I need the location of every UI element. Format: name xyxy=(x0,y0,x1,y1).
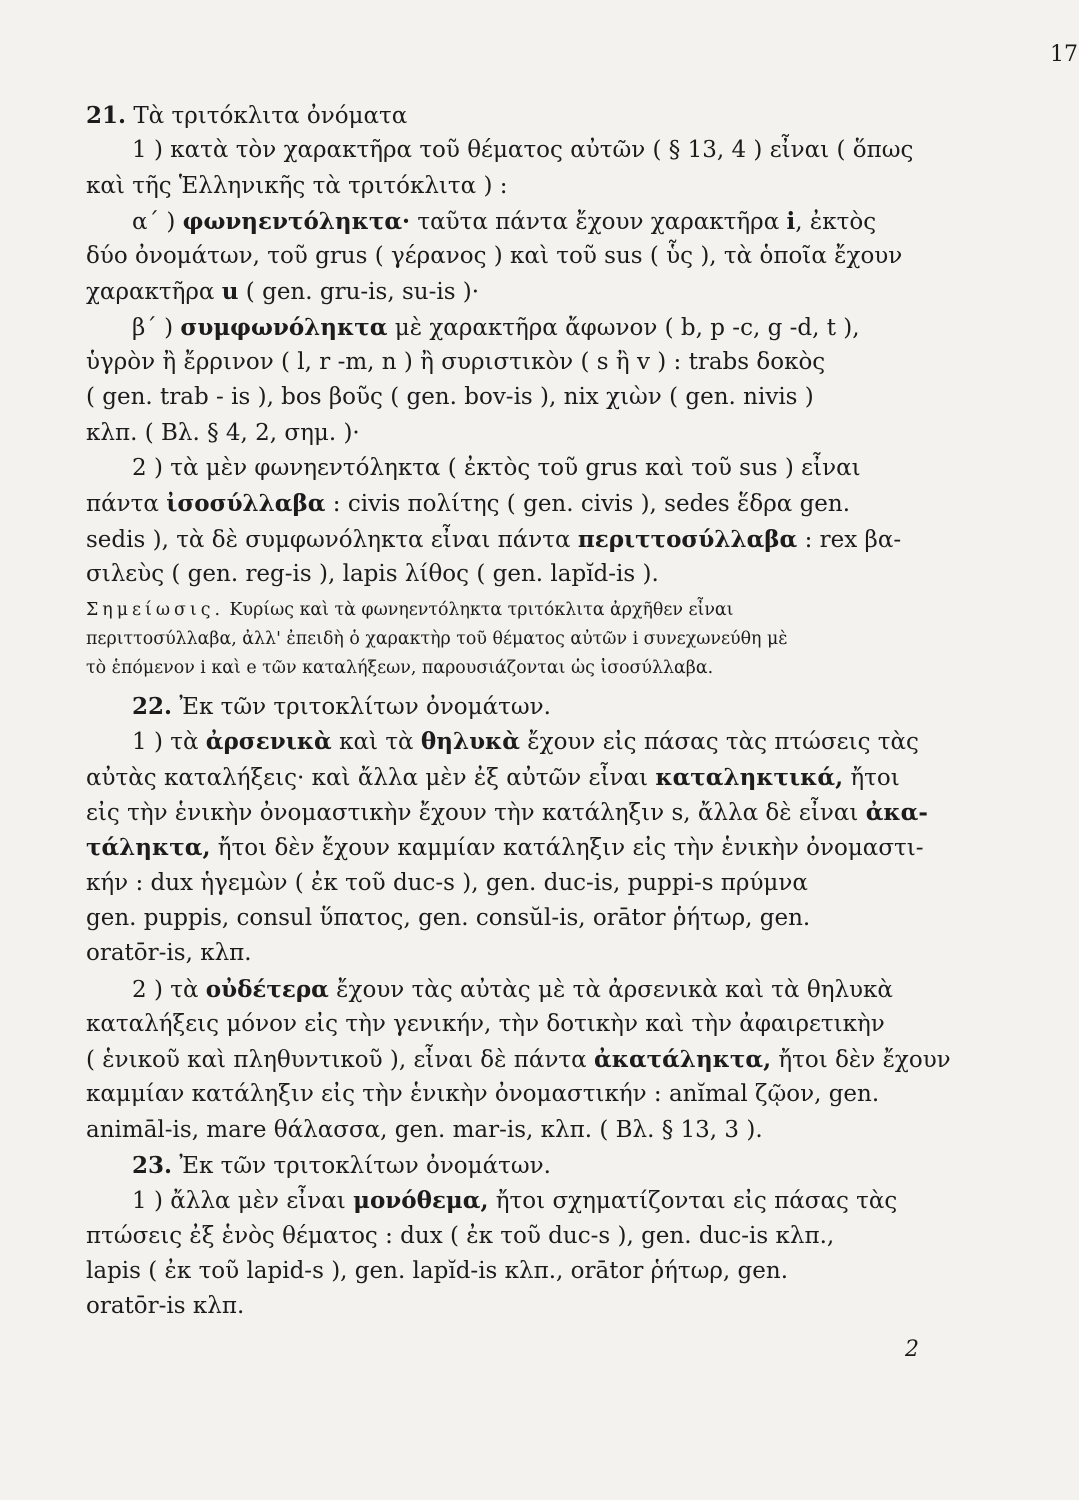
section-title: Ἐκ τῶν τριτοκλίτων ὀνομάτων. xyxy=(172,1153,551,1180)
text-span: ἔχουν εἰς πάσας τὰς πτώσεις τὰς xyxy=(519,729,919,756)
text-line xyxy=(86,274,926,309)
section-23-heading xyxy=(86,1148,926,1183)
text-span: ( gen. gru-is, su-is )· xyxy=(238,279,480,306)
text-span: , ἐκτὸς xyxy=(795,208,877,235)
bold-term: ἀκα- xyxy=(865,799,928,827)
text-span: ταῦτα πάντα ἔχουν χαρακτῆρα xyxy=(410,208,787,235)
text-line: 1 ) κατὰ τὸν χαρακτῆρα τοῦ θέματος αὐτῶν ( § 13, 4 ) εἶναι ( ὅπως xyxy=(132,137,914,164)
text-line: πτώσεις ἐξ ἑνὸς θέματος : dux ( ἐκ τοῦ duc-s ), gen. duc-is κλπ., xyxy=(86,1222,835,1249)
text-span: καὶ τὰ xyxy=(331,729,421,756)
section-22-heading xyxy=(86,689,926,724)
text-line: oratōr-is κλπ. xyxy=(86,1293,245,1320)
text-line xyxy=(86,1183,926,1218)
text-span: : rex βα- xyxy=(797,526,902,553)
text-line: ὑγρὸν ἢ ἔρρινον ( l, r -m, n ) ἢ συριστικὸν ( s ἢ v ) : trabs δοκὸς xyxy=(86,349,826,376)
note-line xyxy=(86,596,926,625)
text-line: κήν : dux ἡγεμὼν ( ἐκ τοῦ duc-s ), gen. duc-is, puppi-s πρύμνα xyxy=(86,869,808,896)
text-span: α΄ ) xyxy=(132,208,183,235)
text-line xyxy=(86,724,926,759)
text-span: χαρακτῆρα xyxy=(86,279,222,306)
bold-term: μονόθεμα, xyxy=(353,1187,489,1215)
text-line: καταλήξεις μόνον εἰς τὴν γενικήν, τὴν δοτικὴν καὶ τὴν ἀφαιρετικὴν xyxy=(86,1010,885,1037)
text-line: δύο ὀνομάτων, τοῦ grus ( γέρανος ) καὶ τοῦ sus ( ὗς ), τὰ ὁποῖα ἔχουν xyxy=(86,243,903,270)
main-text xyxy=(86,98,951,1325)
bold-term: ἰσοσύλλαβα xyxy=(166,490,326,518)
text-line: σιλεὺς ( gen. reg-is ), lapis λίθος ( gen. lapĭd-is ). xyxy=(86,560,659,587)
text-span: Κυρίως καὶ τὰ φωνηεντόληκτα τριτόκλιτα ἀρχῆθεν εἶναι xyxy=(223,600,734,621)
text-span: 1 ) ἄλλα μὲν εἶναι xyxy=(132,1188,354,1215)
bold-term: φωνηεντόληκτα· xyxy=(182,207,411,235)
text-line xyxy=(86,204,926,239)
text-line: gen. puppis, consul ὕπατος, gen. consŭl-is, orātor ῥήτωρ, gen. xyxy=(86,904,811,931)
note-label: Σημείωσις. xyxy=(86,600,224,621)
text-span: ἤτοι xyxy=(843,764,900,791)
text-span: ( ἑνικοῦ καὶ πληθυντικοῦ ), εἶναι δὲ πάντα xyxy=(86,1047,594,1074)
text-span: αὐτὰς καταλήξεις· καὶ ἄλλα μὲν ἐξ αὐτῶν εἶναι xyxy=(86,764,656,791)
section-title: Ἐκ τῶν τριτοκλίτων ὀνομάτων. xyxy=(172,694,551,721)
text-line xyxy=(86,760,926,795)
text-span: ἔχουν τὰς αὐτὰς μὲ τὰ ἀρσενικὰ καὶ τὰ θηλυκὰ xyxy=(328,976,893,1003)
text-line xyxy=(86,1042,951,1077)
text-span: 2 ) τὰ xyxy=(132,976,206,1003)
bold-term: συμφωνόληκτα xyxy=(180,313,388,341)
section-title: Τὰ τριτόκλιτα ὀνόματα xyxy=(126,103,408,129)
text-line: 2 ) τὰ μὲν φωνηεντόληκτα ( ἐκτὸς τοῦ grus καὶ τοῦ sus ) εἶναι xyxy=(132,454,861,481)
bold-term: τάληκτα, xyxy=(86,834,211,862)
note-line: περιττοσύλλαβα, ἀλλ' ἐπειδὴ ὁ χαρακτὴρ τοῦ θέματος αὐτῶν i συνεχωνεύθη μὲ xyxy=(86,629,788,650)
page-number-top: 17 xyxy=(1050,42,1078,67)
bold-term: i xyxy=(786,207,796,235)
text-line: κλπ. ( Βλ. § 4, 2, σημ. )· xyxy=(86,419,360,446)
text-line xyxy=(86,795,926,830)
section-number: 23. xyxy=(132,1152,173,1180)
text-span: β΄ ) xyxy=(132,314,181,341)
bold-term: καταληκτικά, xyxy=(655,763,844,791)
text-line xyxy=(86,310,926,345)
text-line xyxy=(86,830,926,865)
text-line xyxy=(86,522,926,557)
bold-term: u xyxy=(221,278,239,306)
text-span: 1 ) τὰ xyxy=(132,729,206,756)
text-span: : civis πολίτης ( gen. civis ), sedes ἕδρα gen. xyxy=(325,491,851,518)
text-span: ἤτοι δὲν ἔχουν καμμίαν κατάληξιν εἰς τὴν ἑνικὴν ὀνομαστι- xyxy=(210,835,924,862)
note-line: τὸ ἑπόμενον i καὶ e τῶν καταλήξεων, παρουσιάζονται ὡς ἰσοσύλλαβα. xyxy=(86,658,714,679)
text-span: sedis ), τὰ δὲ συμφωνόληκτα εἶναι πάντα xyxy=(86,526,578,553)
text-span: μὲ χαρακτῆρα ἄφωνον ( b, p -c, g -d, t ), xyxy=(387,314,860,341)
text-line: καμμίαν κατάληξιν εἰς τὴν ἑνικὴν ὀνομαστικήν : anĭmal ζῷον, gen. xyxy=(86,1081,880,1108)
text-line xyxy=(86,486,926,521)
text-span: ἤτοι δὲν ἔχουν xyxy=(771,1047,951,1074)
text-line: lapis ( ἐκ τοῦ lapid-s ), gen. lapĭd-is κλπ., orātor ῥήτωρ, gen. xyxy=(86,1257,789,1284)
bold-term: οὐδέτερα xyxy=(205,975,329,1003)
section-21-heading xyxy=(86,98,926,133)
text-line: animāl-is, mare θάλασσα, gen. mar-is, κλπ. ( Βλ. § 13, 3 ). xyxy=(86,1116,763,1143)
page-number-bottom: 2 xyxy=(905,1337,919,1362)
text-span: εἰς τὴν ἑνικὴν ὀνομαστικὴν ἔχουν τὴν κατάληξιν s, ἄλλα δὲ εἶναι xyxy=(86,800,866,827)
section-number: 22. xyxy=(132,693,173,721)
text-span: πάντα xyxy=(86,491,167,518)
text-line: oratōr-is, κλπ. xyxy=(86,940,252,967)
text-span: ἤτοι σχηματίζονται εἰς πάσας τὰς xyxy=(488,1188,898,1215)
text-line: ( gen. trab - is ), bos βοῦς ( gen. bov-is ), nix χιὼν ( gen. nivis ) xyxy=(86,384,814,411)
bold-term: ἀκατάληκτα, xyxy=(594,1046,772,1074)
text-line xyxy=(86,972,926,1007)
text-line: καὶ τῆς Ἑλληνικῆς τὰ τριτόκλιτα ) : xyxy=(86,172,508,199)
bold-term: θηλυκὰ xyxy=(420,728,520,756)
bold-term: ἀρσενικὰ xyxy=(205,728,332,756)
section-number: 21. xyxy=(86,102,127,129)
bold-term: περιττοσύλλαβα xyxy=(577,525,798,553)
